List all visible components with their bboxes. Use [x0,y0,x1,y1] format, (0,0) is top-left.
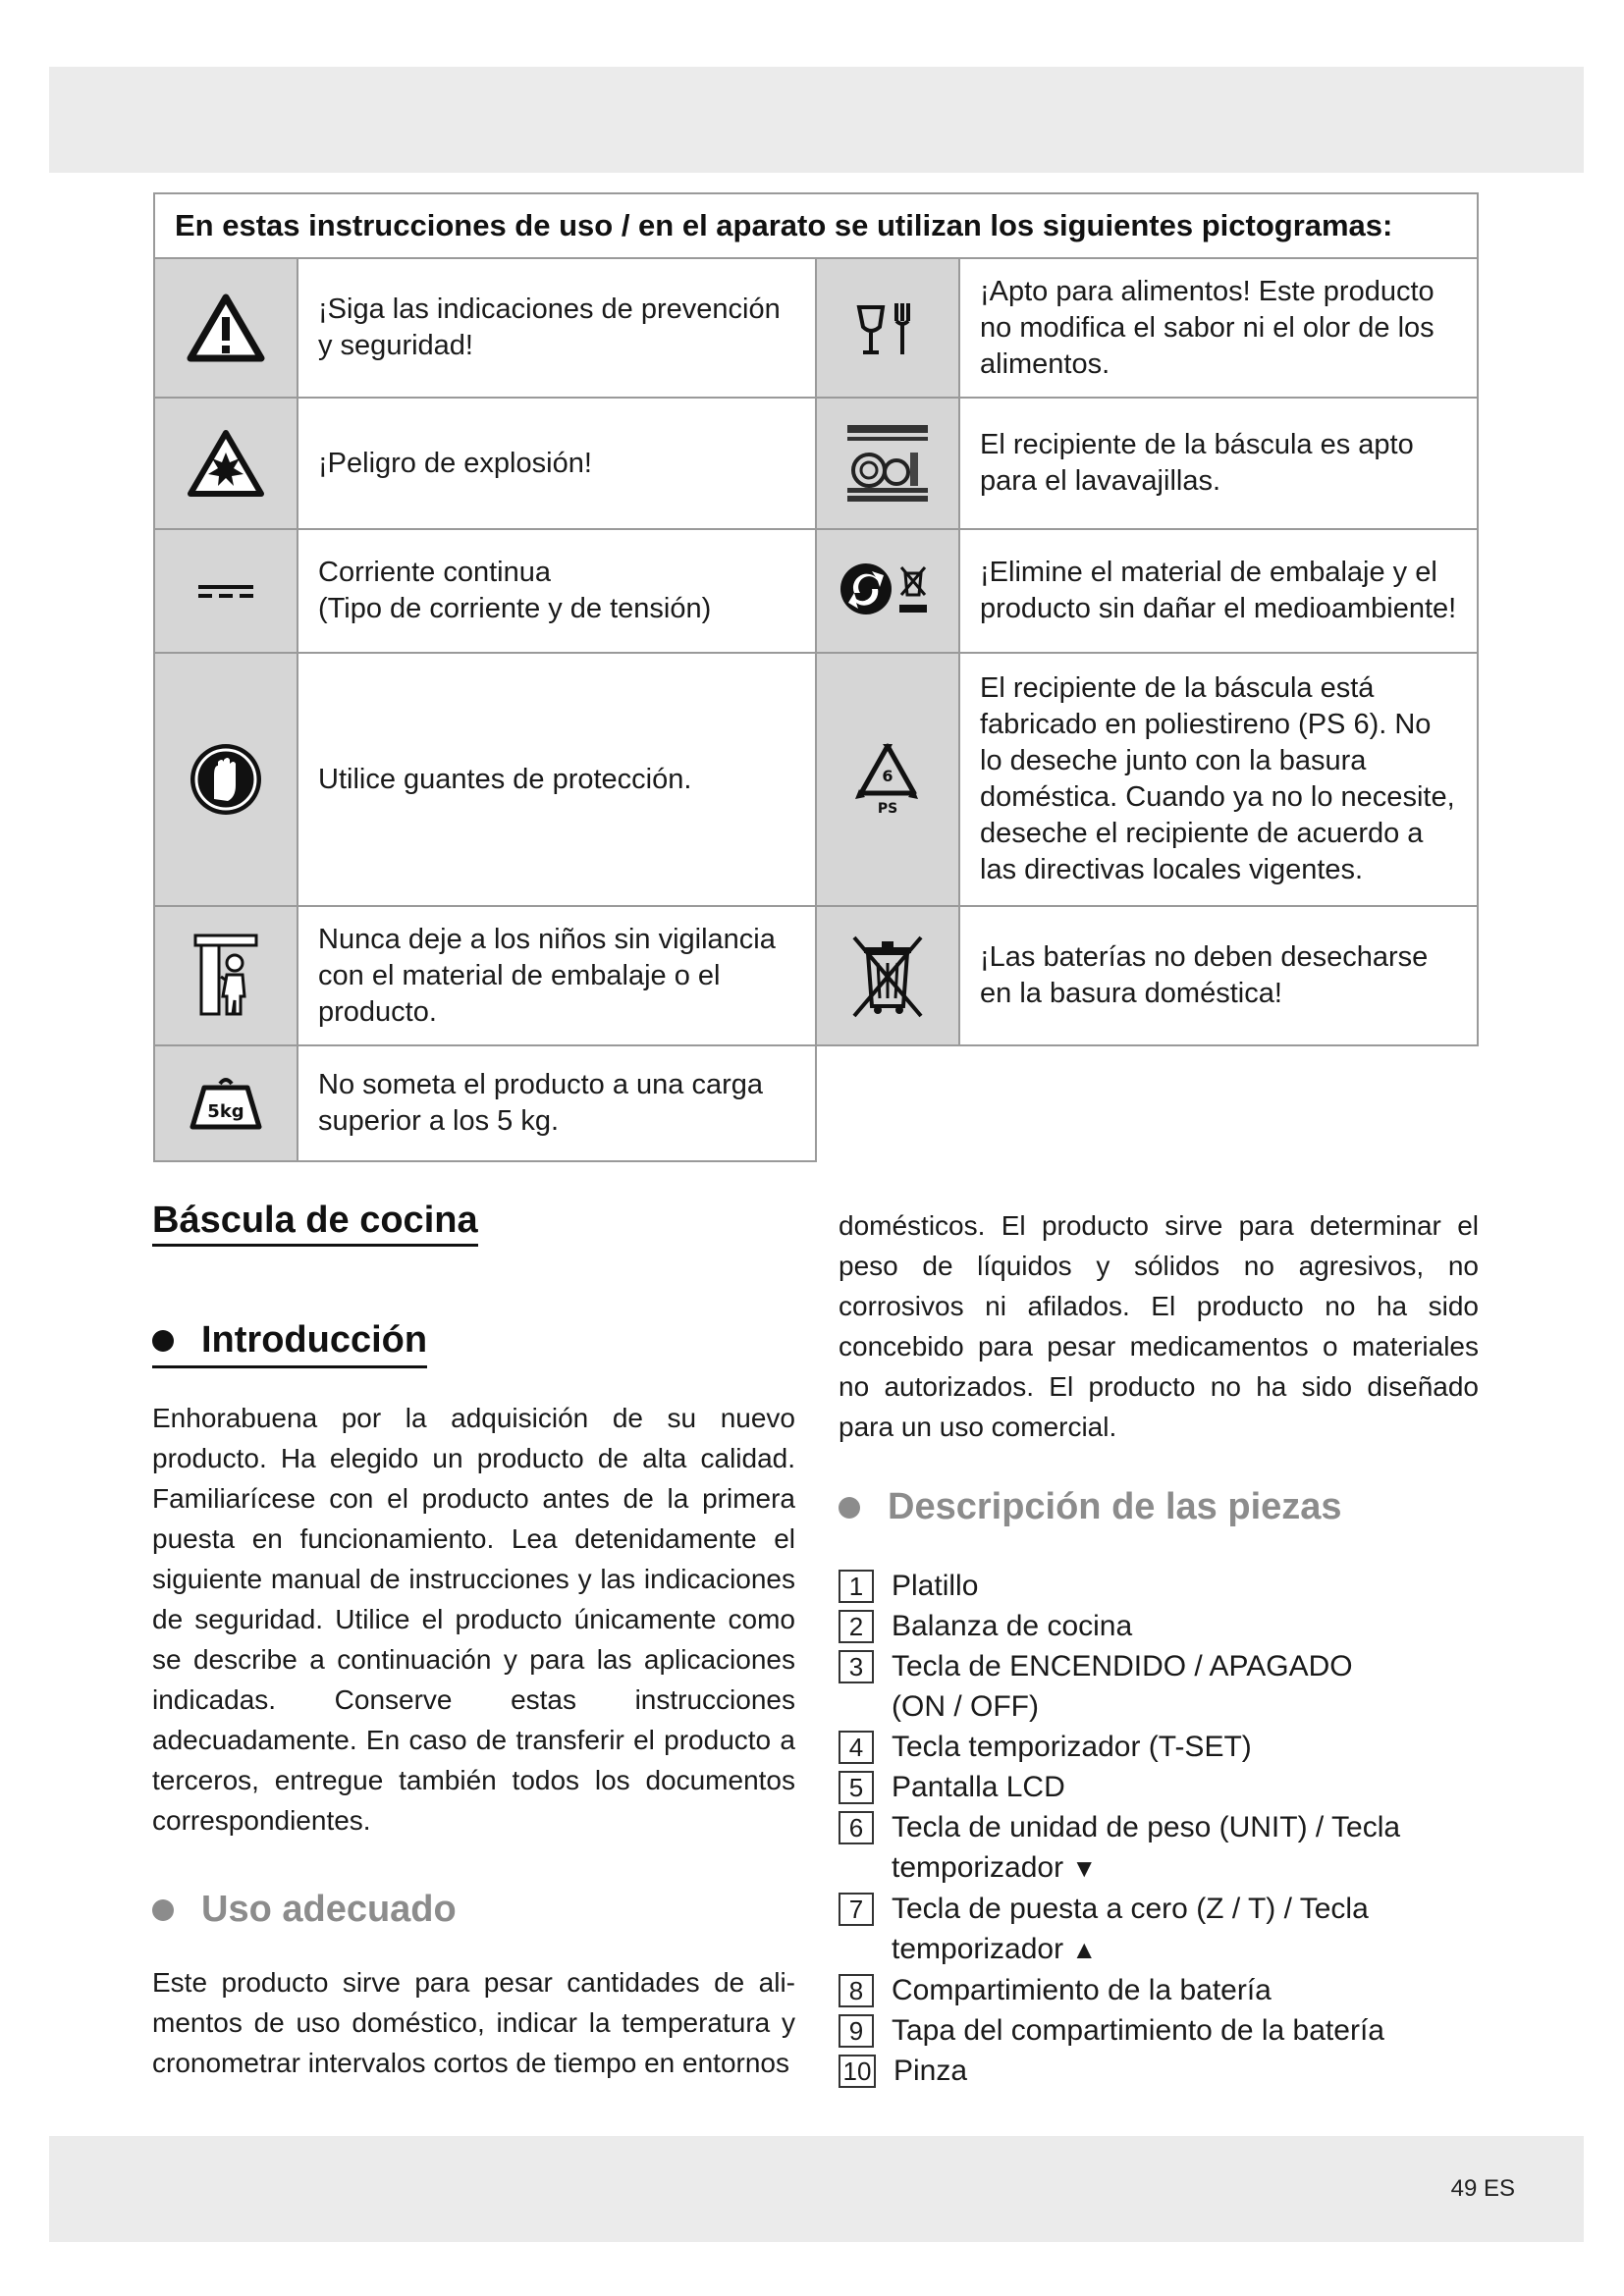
use-heading-text: Uso adecuado [201,1889,457,1930]
pictogram-table [153,192,1479,1162]
part-number: 3 [839,1650,874,1683]
pictogram-text: No someta el producto a una carga superior a los 5 kg. [298,1045,816,1161]
protective-gloves-icon [154,653,298,906]
crossed-bin-icon [816,906,959,1045]
pictogram-text: ¡Las baterías no deben desecharse en la basura doméstica! [959,906,1478,1045]
part-number: 6 [839,1811,874,1844]
max-load-icon [154,1045,298,1161]
part-number: 7 [839,1893,874,1926]
part-label: Platillo [892,1570,979,1602]
direct-current-icon [154,529,298,653]
list-item [839,1767,1479,1807]
pictogram-text: ¡Elimine el material de embalaje y el producto sin dañar el medioambiente! [959,529,1478,653]
up-triangle-icon: ▲ [1071,1935,1098,1964]
parts-list [839,1566,1479,2091]
table-row [154,398,1478,529]
food-safe-icon [816,258,959,398]
warning-triangle-icon [154,258,298,398]
dishwasher-safe-icon [816,398,959,529]
part-label: Tapa del compartimiento de la batería [892,2014,1384,2047]
part-number: 2 [839,1610,874,1643]
table-row [154,906,1478,1045]
intro-section [152,1319,795,1841]
table-row [154,653,1478,906]
bullet-icon [152,1330,174,1352]
part-number: 4 [839,1731,874,1764]
list-item [839,1807,1479,1889]
pictogram-text: Nunca deje a los niños sin vigilancia con el material de embalaje o el producto. [298,906,816,1045]
footer-band [49,2136,1584,2242]
intro-text: Enhorabuena por la adquisición de su nuevo producto. Ha elegido un producto de alta calidad. Familiarícese con el producto antes de la primera puesta en funcionamiento. Lea detenidamente el siguiente manual de instrucciones y las indicaciones de seguridad. Utilice el producto únicamente como se describe a continuación y para las aplicaciones indicadas. Conserve estas instrucciones adecuadamente. En caso de transferir el producto a terceros, entregue también todos los documentos correspondientes. [152,1403,795,1836]
pictogram-text: El recipiente de la báscula está fabricado en poliestireno (PS 6). No lo deseche junto con la basura doméstica. Cuando ya no lo necesite, deseche el recipiente de acuerdo a las directivas locales vigentes. [959,653,1478,906]
page-number: 49 ES [1450,2175,1515,2202]
list-item [839,1727,1479,1767]
table-row [154,1045,1478,1161]
part-label: Pantalla LCD [892,1771,1065,1803]
intro-heading [152,1319,427,1368]
part-label: Balanza de cocina [892,1610,1133,1642]
part-number: 5 [839,1771,874,1804]
left-column [152,1200,795,1247]
child-supervision-icon [154,906,298,1045]
pictogram-text: El recipiente de la báscula es apto para el lavavajillas. [959,398,1478,529]
list-item [839,1566,1479,1606]
page-title: Báscula de cocina [152,1200,478,1247]
header-band [49,67,1584,173]
pictogram-text: Utilice guantes de protección. [298,653,816,906]
pictogram-text: Corriente continua (Tipo de corriente y de tensión) [298,529,816,653]
ps6-recycling-icon [816,653,959,906]
part-label: Tecla de ENCENDIDO / APAGADO (ON / OFF) [892,1650,1353,1723]
pictogram-text: ¡Peligro de explosión! [298,398,816,529]
part-number: 10 [839,2055,876,2088]
bullet-icon [152,1899,174,1921]
part-label: Pinza [893,2055,968,2087]
pictogram-table-heading: En estas instrucciones de uso / en el aparato se utilizan los siguientes pictogramas: [154,193,1478,258]
parts-section [839,1486,1479,2091]
list-item [839,2010,1479,2051]
pictogram-text: ¡Siga las indicaciones de prevención y seguridad! [298,258,816,398]
explosion-hazard-icon [154,398,298,529]
part-number: 1 [839,1570,874,1603]
intro-heading-text: Introducción [201,1319,428,1361]
parts-heading-text: Descripción de las piezas [888,1486,1342,1527]
part-number: 9 [839,2014,874,2048]
recycling-disposal-icon [816,529,959,653]
part-label: Tecla de unidad de peso (UNIT) / Tecla temporizador [892,1811,1401,1884]
right-column [839,1205,1479,1447]
parts-heading [839,1486,1479,1528]
bullet-icon [839,1497,860,1519]
use-text: Este producto sirve para pesar cantidades de alimentos de uso doméstico, indicar la temperatura y cronometrar intervalos cortos de tiempo en entornos [152,1967,795,2078]
list-item [839,2051,1479,2091]
use-section [152,1889,795,2083]
pictogram-text: ¡Apto para alimentos! Este producto no modifica el sabor ni el olor de los alimentos. [959,258,1478,398]
list-item [839,1606,1479,1646]
part-label: Tecla temporizador (T-SET) [892,1731,1252,1763]
max-load-label: 5kg [207,1101,244,1122]
table-row [154,258,1478,398]
use-heading [152,1889,795,1931]
part-label: Compartimiento de la batería [892,1974,1272,2006]
use-text-continued: domésticos. El producto sirve para determinar el peso de líquidos y sólidos no agresivos, no corrosivos ni afilados. El producto no ha sido concebido para pesar medicamentos o materiales no autorizados. El producto no ha sido diseñado para un uso comercial. [839,1210,1479,1442]
ps6-number: 6 [882,767,893,785]
list-item [839,1646,1479,1727]
ps-label: PS [877,801,898,817]
part-number: 8 [839,1974,874,2007]
table-row [154,529,1478,653]
empty-cell [816,1045,1478,1161]
part-label: Tecla de puesta a cero (Z / T) / Tecla temporizador [892,1893,1369,1965]
list-item [839,1970,1479,2010]
down-triangle-icon: ▼ [1071,1853,1098,1883]
list-item [839,1889,1479,1970]
